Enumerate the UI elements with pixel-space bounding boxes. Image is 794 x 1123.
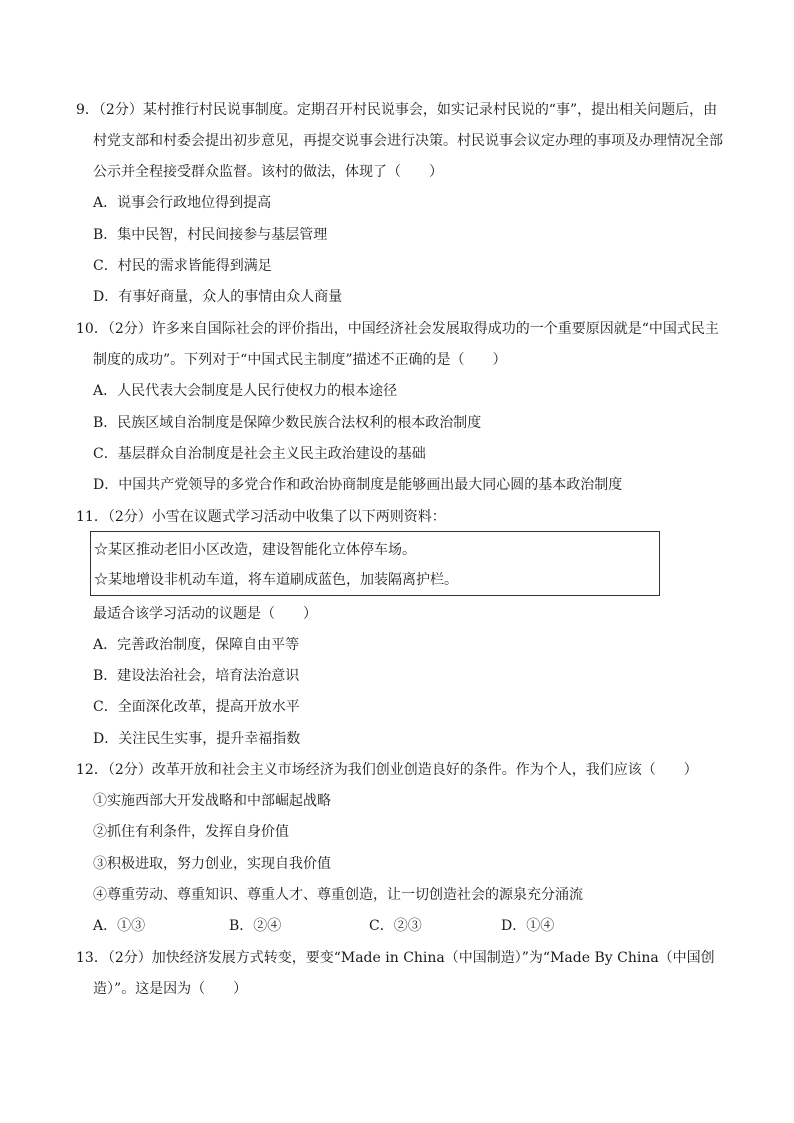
q10-option-a: A．人民代表大会制度是人民行使权力的根本途径 xyxy=(93,383,398,399)
q9-option-c: C．村民的需求皆能得到满足 xyxy=(93,258,272,274)
q12-option-b: B．②④ xyxy=(229,918,282,934)
q11-option-b: B．建设法治社会，培育法治意识 xyxy=(93,668,300,684)
q11-option-c: C．全面深化改革，提高开放水平 xyxy=(93,699,300,715)
q12-item-1: ①实施西部大开发战略和中部崛起战略 xyxy=(93,793,331,809)
q10-option-b: B．民族区域自治制度是保障少数民族合法权利的根本政治制度 xyxy=(93,415,482,431)
q11-material-1: ☆某区推动老旧小区改造，建设智能化立体停车场。 xyxy=(94,542,416,558)
q11-option-a: A．完善政治制度，保障自由平等 xyxy=(93,637,300,653)
q12-item-2: ②抓住有利条件，发挥自身价值 xyxy=(93,824,289,840)
q13-stem-line-2: 造）”。这是因为（ ） xyxy=(93,981,248,997)
q12-option-c: C．②③ xyxy=(369,918,422,934)
q11-material-box xyxy=(90,531,660,596)
q11-stem-line-1: 11．（2分）小雪在议题式学习活动中收集了以下两则资料： xyxy=(76,509,446,525)
q12-item-4: ④尊重劳动、尊重知识、尊重人才、尊重创造，让一切创造社会的源泉充分涌流 xyxy=(93,887,583,903)
q13-stem-line-1: 13．（2分）加快经济发展方式转变，要变“Made in China（中国制造）”为“Made By China（中国创 xyxy=(76,950,715,966)
q9-stem-line-1: 9．（2分）某村推行村民说事制度。定期召开村民说事会，如实记录村民说的“事”，提出相关问题后，由 xyxy=(76,102,718,118)
q12-stem-line-1: 12．（2分）改革开放和社会主义市场经济为我们创业创造良好的条件。作为个人，我们应该（ ） xyxy=(76,762,698,778)
q11-stem-question: 最适合该学习活动的议题是（ ） xyxy=(93,606,317,622)
q9-option-b: B．集中民智，村民间接参与基层管理 xyxy=(93,227,328,243)
q10-stem-line-1: 10．（2分）许多来自国际社会的评价指出，中国经济社会发展取得成功的一个重要原因就是“中国式民主 xyxy=(76,321,719,337)
q9-stem-line-3: 公示并全程接受群众监督。该村的做法，体现了（ ） xyxy=(93,164,443,180)
q11-option-d: D．关注民生实事，提升幸福指数 xyxy=(93,731,301,747)
q11-material-2: ☆某地增设非机动车道，将车道刷成蓝色，加装隔离护栏。 xyxy=(94,572,458,588)
q9-option-a: A．说事会行政地位得到提高 xyxy=(93,195,272,211)
q9-stem-line-2: 村党支部和村委会提出初步意见，再提交说事会进行决策。村民说事会议定办理的事项及办理情况全部 xyxy=(93,133,723,149)
q10-option-d: D．中国共产党领导的多党合作和政治协商制度是能够画出最大同心圆的基本政治制度 xyxy=(93,477,623,493)
q12-option-a: A．①③ xyxy=(93,918,146,934)
q9-option-d: D．有事好商量，众人的事情由众人商量 xyxy=(93,289,343,305)
q10-stem-line-2: 制度的成功”。下列对于“中国式民主制度”描述不正确的是（ ） xyxy=(93,352,507,368)
q12-item-3: ③积极进取，努力创业，实现自我价值 xyxy=(93,856,331,872)
q10-option-c: C．基层群众自治制度是社会主义民主政治建设的基础 xyxy=(93,446,426,462)
q12-option-d: D．①④ xyxy=(501,918,555,934)
